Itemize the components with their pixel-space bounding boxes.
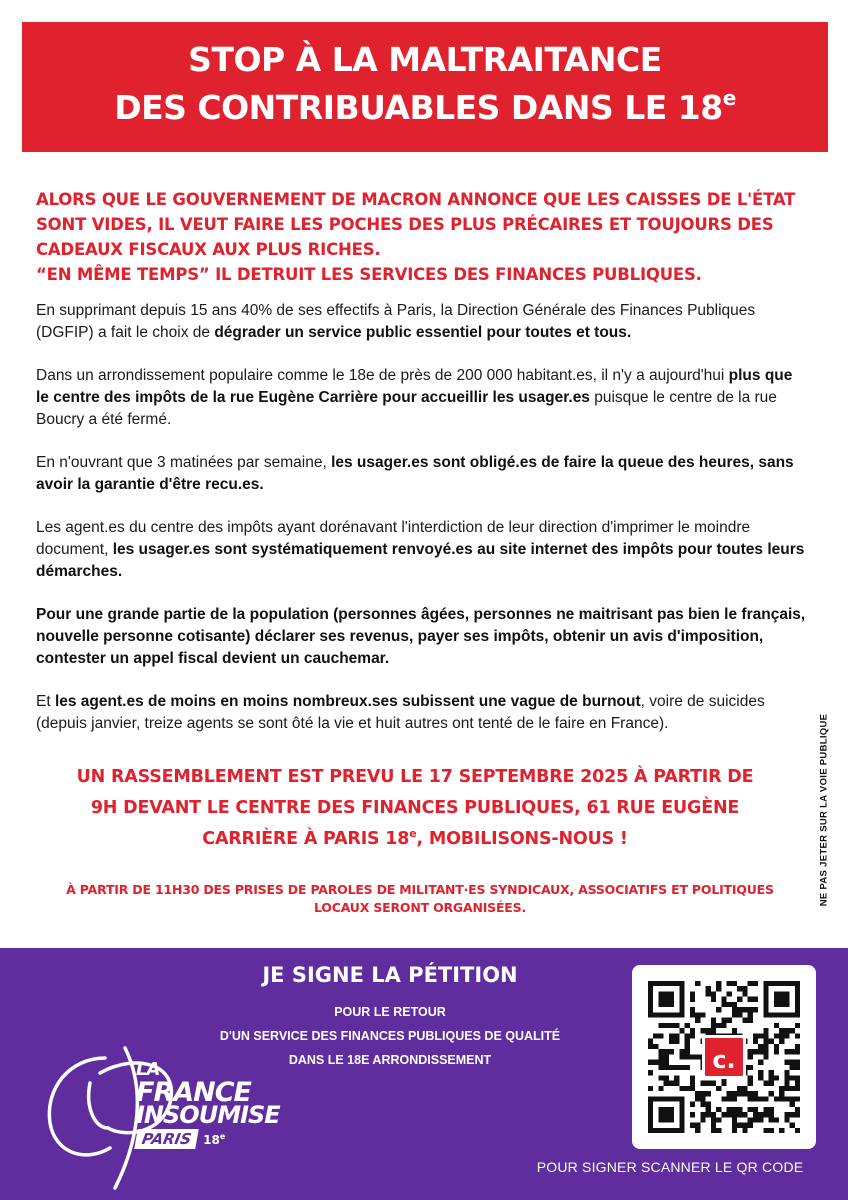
- petition-line-3: DANS LE 18E ARRONDISSEMENT: [288, 1053, 492, 1067]
- rally-announcement: [40, 762, 790, 855]
- wordmark-paris-row: [136, 1129, 286, 1149]
- scan-instruction: POUR SIGNER SCANNER LE QR CODE: [536, 1159, 804, 1175]
- intro-line-1: ALORS QUE LE GOUVERNEMENT DE MACRON ANNONCE QUE LES CAISSES DE L'ÉTAT: [36, 190, 796, 209]
- paragraph-population: Pour une grande partie de la population (personnes âgées, personnes ne maitrisant pas bien le français, nouvelle personne cotisante) déclarer ses revenus, payer ses impôts, obtenir un avis d'imposition, contester un appel fiscal devient un cauchemar.: [36, 606, 806, 667]
- speakers-line-2: LOCAUX SERONT ORGANISÉES.: [313, 900, 526, 915]
- intro-line-4: “EN MÊME TEMPS” IL DETRUIT LES SERVICES DES FINANCES PUBLIQUES.: [36, 265, 702, 284]
- paragraph-printing-ban: Les agent.es du centre des impôts ayant dorénavant l'interdiction de leur direction d'imprimer le moindre document, les usager.es sont systématiquement renvoyé.es au site internet des impôts pour toutes leurs démarches.: [36, 519, 805, 580]
- wordmark-la: LA: [136, 1059, 160, 1080]
- petition-line-1: POUR LE RETOUR: [334, 1005, 446, 1019]
- intro-line-3: CADEAUX FISCAUX AUX PLUS RICHES.: [36, 240, 381, 259]
- rally-line-3: CARRIÈRE À PARIS 18e, MOBILISONS-NOUS !: [202, 827, 628, 849]
- speakers-line-1: À PARTIR DE 11H30 DES PRISES DE PAROLES DE MILITANT·ES SYNDICAUX, ASSOCIATIFS ET POLITIQUES: [66, 882, 774, 897]
- headline-superscript: e: [722, 86, 736, 110]
- headline-line-1: STOP À LA MALTRAITANCE: [188, 40, 662, 79]
- wordmark-arrondissement: 18e: [203, 1131, 226, 1147]
- qr-code[interactable]: [632, 965, 816, 1149]
- petition-footer: [0, 948, 848, 1200]
- body-text: [36, 300, 806, 756]
- wordmark-france: FRANCE: [136, 1077, 251, 1108]
- rally-line-2: 9H DEVANT LE CENTRE DES FINANCES PUBLIQUES, 61 RUE EUGÈNE: [90, 798, 740, 818]
- vertical-disposal-text: NE PAS JETER SUR LA VOIE PUBLIQUE: [818, 713, 830, 907]
- party-wordmark: [136, 1058, 286, 1149]
- headline-line-2: [22, 84, 828, 132]
- paragraph-burnout: Et les agent.es de moins en moins nombreux.ses subissent une vague de burnout, voire de suicides (depuis janvier, treize agents se sont ôté la vie et huit autres ont tenté de le faire en France).: [36, 693, 765, 732]
- paragraph-arrondissement: Dans un arrondissement populaire comme le 18e de près de 200 000 habitant.es, il n'y a aujourd'hui plus que le centre des impôts de la rue Eugène Carrière pour accueillir les usager.es puisque le centre de la rue Boucry a été fermé.: [36, 367, 793, 428]
- speakers-notice: [30, 881, 810, 917]
- wordmark-insoumise: INSOUMISE: [136, 1101, 280, 1129]
- petition-title: JE SIGNE LA PÉTITION: [262, 963, 518, 987]
- qr-brand-badge: c.: [702, 1035, 746, 1079]
- headline-banner: [22, 22, 828, 152]
- headline-line-2-text: DES CONTRIBUABLES DANS LE 18: [114, 88, 723, 127]
- petition-line-2: D'UN SERVICE DES FINANCES PUBLIQUES DE QUALITÉ: [219, 1029, 561, 1043]
- wordmark-paris: PARIS: [134, 1129, 199, 1149]
- intro-statement: [36, 187, 816, 287]
- paragraph-opening-hours: En n'ouvrant que 3 matinées par semaine, les usager.es sont obligé.es de faire la queue des heures, sans avoir la garantie d'être recu.es.: [36, 454, 794, 493]
- rally-line-1: UN RASSEMBLEMENT EST PREVU LE 17 SEPTEMBRE 2025 À PARTIR DE: [76, 767, 754, 787]
- paragraph-dgfip: En supprimant depuis 15 ans 40% de ses effectifs à Paris, la Direction Générale des Finances Publiques (DGFIP) a fait le choix de dégrader un service public essentiel pour toutes et tous.: [36, 302, 756, 341]
- intro-line-2: SONT VIDES, IL VEUT FAIRE LES POCHES DES PLUS PRÉCAIRES ET TOUJOURS DES: [36, 215, 774, 234]
